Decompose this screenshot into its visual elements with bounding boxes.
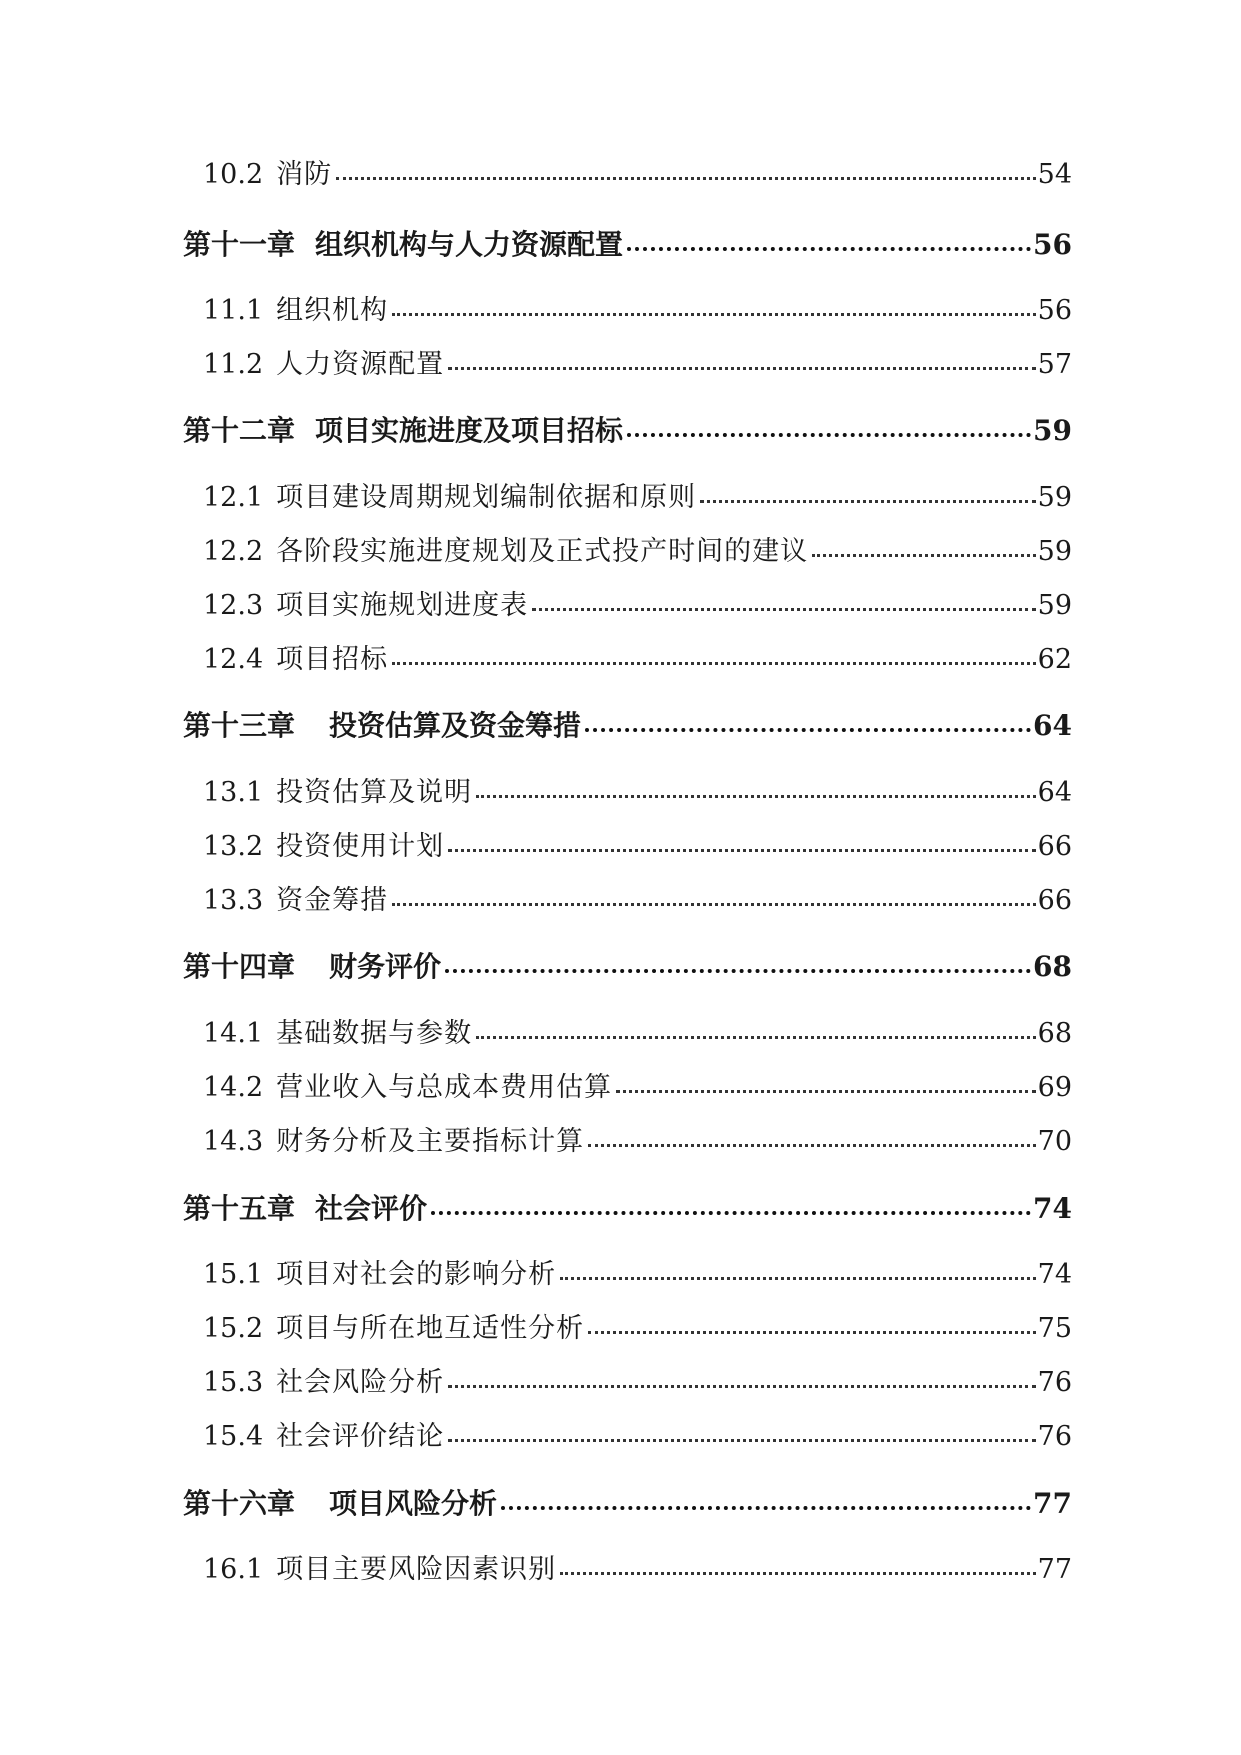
dot-leader — [627, 433, 1031, 437]
toc-entry-14-2[interactable] — [203, 1074, 1072, 1101]
toc-page-number: 77 — [1037, 1554, 1072, 1585]
toc-page-number: 64 — [1037, 777, 1072, 808]
toc-section-number: 14.2 — [203, 1072, 264, 1103]
toc-page-number: 70 — [1037, 1126, 1072, 1157]
dot-leader — [392, 313, 1036, 316]
toc-chapter-title: 财务评价 — [329, 950, 442, 983]
toc-page-number: 56 — [1033, 228, 1072, 261]
dot-leader — [585, 728, 1031, 732]
toc-chapter-14[interactable] — [183, 950, 1072, 983]
toc-entry-11-2[interactable] — [203, 351, 1072, 378]
toc-section-number: 13.1 — [203, 777, 264, 808]
dot-leader — [448, 367, 1036, 370]
toc-entry-14-1[interactable] — [203, 1020, 1072, 1047]
toc-section-number: 16.1 — [203, 1554, 264, 1585]
dot-leader — [560, 1277, 1036, 1280]
toc-entry-16-1[interactable] — [203, 1556, 1072, 1583]
toc-entry-15-1[interactable] — [203, 1261, 1072, 1288]
dot-leader — [392, 662, 1036, 665]
toc-entry-12-3[interactable] — [203, 592, 1072, 619]
dot-leader — [700, 500, 1036, 503]
toc-page-number: 75 — [1037, 1313, 1072, 1344]
toc-section-number: 12.4 — [203, 644, 264, 675]
toc-section-title: 项目招标 — [276, 644, 389, 675]
toc-section-title: 消防 — [276, 159, 333, 190]
toc-chapter-title: 项目实施进度及项目招标 — [315, 414, 624, 447]
toc-chapter-number: 第十一章 — [183, 228, 296, 261]
toc-chapter-12[interactable] — [183, 414, 1072, 447]
toc-page-number: 66 — [1037, 885, 1072, 916]
dot-leader — [627, 247, 1031, 251]
toc-section-number: 11.1 — [203, 295, 264, 326]
toc-section-number: 15.2 — [203, 1313, 264, 1344]
toc-entry-15-4[interactable] — [203, 1423, 1072, 1450]
toc-section-title: 项目对社会的影响分析 — [276, 1259, 557, 1290]
toc-page-number: 54 — [1037, 159, 1072, 190]
toc-page-number: 59 — [1037, 482, 1072, 513]
toc-chapter-15[interactable] — [183, 1192, 1072, 1225]
toc-chapter-title: 组织机构与人力资源配置 — [315, 228, 624, 261]
dot-leader — [448, 1385, 1036, 1388]
dot-leader — [560, 1572, 1036, 1575]
toc-entry-13-1[interactable] — [203, 779, 1072, 806]
toc-chapter-16[interactable] — [183, 1487, 1072, 1520]
toc-chapter-number: 第十四章 — [183, 950, 296, 983]
toc-page-number: 77 — [1033, 1487, 1072, 1520]
toc-chapter-title: 投资估算及资金筹措 — [329, 709, 582, 742]
toc-section-title: 社会风险分析 — [276, 1367, 445, 1398]
toc-chapter-title: 项目风险分析 — [329, 1487, 498, 1520]
toc-section-number: 12.1 — [203, 482, 264, 513]
toc-page-number: 66 — [1037, 831, 1072, 862]
toc-section-title: 投资估算及说明 — [276, 777, 473, 808]
toc-section-number: 15.1 — [203, 1259, 264, 1290]
toc-section-title: 项目建设周期规划编制依据和原则 — [276, 482, 697, 513]
toc-section-number: 12.3 — [203, 590, 264, 621]
toc-chapter-11[interactable] — [183, 228, 1072, 261]
toc-page-number: 68 — [1033, 950, 1072, 983]
toc-section-number: 11.2 — [203, 349, 264, 380]
dot-leader — [392, 903, 1036, 906]
toc-entry-12-1[interactable] — [203, 484, 1072, 511]
dot-leader — [616, 1090, 1036, 1093]
toc-entry-15-3[interactable] — [203, 1369, 1072, 1396]
toc-entry-12-2[interactable] — [203, 538, 1072, 565]
toc-entry-14-3[interactable] — [203, 1128, 1072, 1155]
dot-leader — [588, 1144, 1036, 1147]
toc-page-number: 57 — [1037, 349, 1072, 380]
toc-chapter-number: 第十二章 — [183, 414, 296, 447]
toc-section-title: 营业收入与总成本费用估算 — [276, 1072, 613, 1103]
toc-section-number: 14.1 — [203, 1018, 264, 1049]
dot-leader — [476, 795, 1036, 798]
toc-page-number: 62 — [1037, 644, 1072, 675]
toc-section-title: 项目实施规划进度表 — [276, 590, 529, 621]
dot-leader — [448, 849, 1036, 852]
toc-chapter-number: 第十五章 — [183, 1192, 296, 1225]
toc-section-number: 10.2 — [203, 159, 264, 190]
toc-chapter-title: 社会评价 — [315, 1192, 428, 1225]
toc-page-number: 76 — [1037, 1367, 1072, 1398]
toc-page-number: 76 — [1037, 1421, 1072, 1452]
toc-entry-11-1[interactable] — [203, 297, 1072, 324]
dot-leader — [431, 1211, 1031, 1215]
toc-entry-12-4[interactable] — [203, 646, 1072, 673]
dot-leader — [812, 554, 1036, 557]
toc-entry-13-3[interactable] — [203, 887, 1072, 914]
toc-section-number: 14.3 — [203, 1126, 264, 1157]
toc-section-number: 13.3 — [203, 885, 264, 916]
toc-chapter-number: 第十六章 — [183, 1487, 296, 1520]
toc-chapter-13[interactable] — [183, 709, 1072, 742]
toc-section-title: 投资使用计划 — [276, 831, 445, 862]
toc-page-number: 69 — [1037, 1072, 1072, 1103]
toc-section-title: 资金筹措 — [276, 885, 389, 916]
toc-entry-10-2[interactable] — [203, 161, 1072, 188]
toc-section-title: 各阶段实施进度规划及正式投产时间的建议 — [276, 536, 809, 567]
toc-page-number: 64 — [1033, 709, 1072, 742]
dot-leader — [448, 1439, 1036, 1442]
toc-page-number: 68 — [1037, 1018, 1072, 1049]
toc-section-number: 13.2 — [203, 831, 264, 862]
toc-page-number: 74 — [1037, 1259, 1072, 1290]
toc-page-number: 59 — [1037, 536, 1072, 567]
toc-section-number: 15.3 — [203, 1367, 264, 1398]
toc-section-title: 项目主要风险因素识别 — [276, 1554, 557, 1585]
toc-page-number: 74 — [1033, 1192, 1072, 1225]
toc-page-number: 59 — [1033, 414, 1072, 447]
toc-entry-15-2[interactable] — [203, 1315, 1072, 1342]
toc-chapter-number: 第十三章 — [183, 709, 296, 742]
toc-page-number: 56 — [1037, 295, 1072, 326]
toc-section-title: 项目与所在地互适性分析 — [276, 1313, 585, 1344]
toc-section-title: 社会评价结论 — [276, 1421, 445, 1452]
dot-leader — [532, 608, 1036, 611]
dot-leader — [501, 1506, 1031, 1510]
toc-section-title: 财务分析及主要指标计算 — [276, 1126, 585, 1157]
dot-leader — [445, 969, 1031, 973]
toc-section-number: 12.2 — [203, 536, 264, 567]
toc-section-title: 组织机构 — [276, 295, 389, 326]
dot-leader — [336, 177, 1036, 180]
toc-section-number: 15.4 — [203, 1421, 264, 1452]
dot-leader — [476, 1036, 1036, 1039]
toc-section-title: 人力资源配置 — [276, 349, 445, 380]
dot-leader — [588, 1331, 1036, 1334]
toc-entry-13-2[interactable] — [203, 833, 1072, 860]
toc-section-title: 基础数据与参数 — [276, 1018, 473, 1049]
toc-page-number: 59 — [1037, 590, 1072, 621]
